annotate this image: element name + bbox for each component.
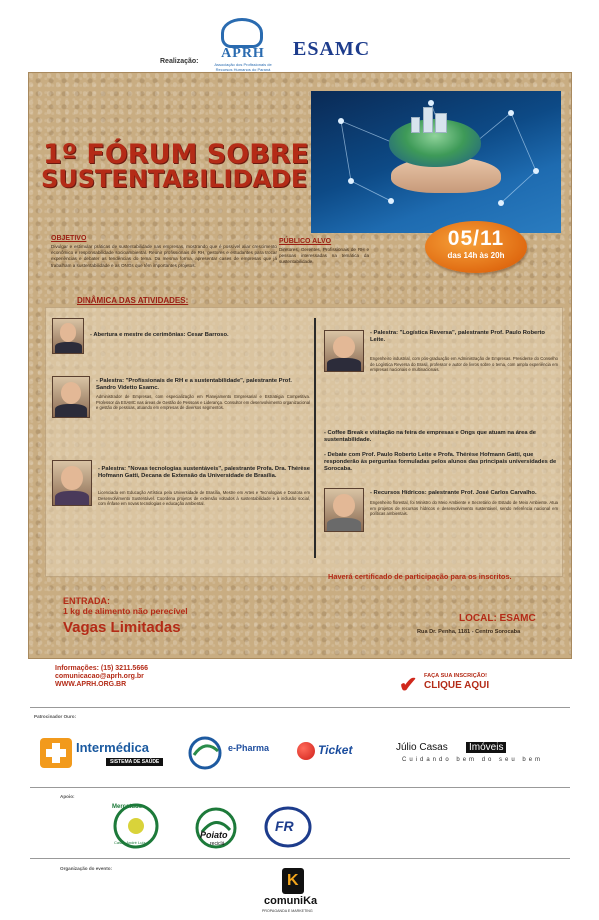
patrocinador-label: Patrocinador Ouro: [34, 714, 77, 719]
divider [30, 787, 570, 788]
contact-site-link[interactable]: WWW.APRH.ORG.BR [55, 681, 127, 688]
mercatudo-subtitle: Casas André Luiz [114, 840, 146, 845]
speaker-bio-sandro: Administrador de Empresas, com especialização em Planejamento Empresarial e Estratégia Competitiva. Professor da ESAMC nas áreas de Gestão de Pessoas e Liderança. Consultor em desenvolvimento organizacional e gestão de pessoas, atuando em empresas de diversos segmentos. [96, 394, 310, 411]
schedule-item-recursos-hidricos: - Recursos Hídricos: palestrante Prof. José Carlos Carvalho. [370, 490, 537, 496]
objetivo-text: Divulgar e estimular práticas de sustentabilidade nas empresas, mostrando que é possível aliar crescimento econômico e responsabilidade socioambiental. Reunir profissionais de RH, gestores e estudantes para trocar experiências e debater as tendências do tema. Da mesma forma, apresentar cases de empresas que já trabalham a sustentabilidade e as ONGs que têm importantes projetos. [51, 244, 277, 268]
ticket-ball-icon [297, 742, 315, 760]
organizacao-label: Organização do evento: [60, 866, 113, 871]
contact-phone: Informações: (15) 3211.5666 [55, 665, 148, 672]
entrada-alimento: 1 kg de alimento não perecível [63, 606, 188, 616]
building-icon [435, 113, 447, 133]
mercatudo-name: Mercatudo [112, 804, 143, 810]
intermedica-name: Intermédica [76, 740, 149, 755]
speaker-photo-paulo [324, 330, 364, 372]
aprh-logo[interactable] [207, 18, 279, 72]
inscricao-prompt: FAÇA SUA INSCRIÇÃO! [424, 673, 487, 679]
realizacao-label: Realização: [160, 58, 199, 65]
julio-casas-name: Júlio Casas [396, 742, 448, 753]
schedule-divider [314, 318, 316, 558]
publico-alvo-heading: PÚBLICO ALVO [279, 238, 332, 245]
speaker-photo-sandro [52, 376, 90, 418]
event-poster [28, 72, 572, 659]
epharma-name: e-Pharma [228, 743, 270, 753]
publico-alvo-text: Diretores, Gerentes, Profissionais de RH e pessoas interessadas na temática da sustentabilidade. [279, 247, 369, 265]
fr-logo[interactable] [264, 806, 314, 850]
entrada-label: ENTRADA: [63, 596, 110, 606]
speaker-bio-jose-carlos: Engenheiro florestal, foi Ministro do Meio Ambiente e Secretário de Estado de Meio Ambiente. Atua em projetos de recursos hídricos e desenvolvimento sustentável, sendo referência nacional em políticas ambientais. [370, 500, 558, 517]
comunika-logo[interactable] [258, 868, 338, 916]
event-date: 05/11 [447, 227, 505, 250]
certificado-notice: Haverá certificado de participação para os inscritos. [328, 572, 512, 581]
comunika-k-letter: K [287, 872, 299, 889]
aprh-logo-subtitle: Associação dos Profissionais de Recursos Humanos do Paraná [214, 62, 272, 72]
speaker-photo-therese [52, 460, 92, 506]
intermedica-cross-icon [40, 738, 72, 768]
event-address: Rua Dr. Penha, 1181 - Centro Sorocaba [417, 629, 521, 635]
mercatudo-logo[interactable] [108, 802, 168, 852]
header [0, 0, 599, 74]
speaker-photo-jose-carlos [324, 488, 364, 532]
apoio-label: Apoio: [60, 794, 75, 799]
epharma-swirl-icon [188, 735, 222, 771]
sustainability-globe-image [311, 91, 561, 233]
poiato-subtitle: reciclá [210, 841, 225, 847]
contact-info [55, 665, 148, 689]
building-icon [411, 117, 420, 133]
poiato-name: Poiato [200, 830, 228, 840]
schedule-item-abertura: - Abertura e mestre de cerimônias: Cesar Barroso. [90, 332, 229, 338]
schedule-item-novas-tecnologias: - Palestra: "Novas tecnologias sustentáveis", palestrante Profa. Dra. Thérèse Hofmann Gatti, Decana de Extensão da Universidade de Brasília. [98, 466, 311, 479]
aprh-logo-ring-icon [221, 18, 263, 48]
event-title-line-2: SUSTENTABILIDADE [41, 165, 308, 193]
schedule-item-debate: - Debate com Prof. Paulo Roberto Leite e Profa. Thérèse Hofmann Gatti, que responderão às perguntas formuladas pelos alunos das principais universidades de Sorocaba. [324, 452, 557, 472]
julio-casas-imoveis-logo[interactable] [396, 742, 556, 770]
comunika-subtitle: PROPAGANDA E MARKETING [262, 909, 313, 913]
clique-aqui-link[interactable]: CLIQUE AQUI [424, 680, 490, 691]
event-time: das 14h às 20h [447, 251, 505, 260]
event-date-badge [425, 221, 527, 273]
schedule-item-logistica-reversa: - Palestra: "Logística Reversa", palestrante Prof. Paulo Roberto Leite. [370, 330, 545, 343]
speaker-bio-therese: Licenciada em Educação Artística pela Universidade de Brasília, Mestre em Artes e Tecnologias e Doutora em Desenvolvimento Sustentável. Coordena projetos de extensão voltados à sustentabilidade e à inclusão social, com ênfase em novas tecnologias e educação ambiental. [98, 490, 310, 507]
divider [30, 707, 570, 708]
speaker-photo-cesar [52, 318, 84, 354]
comunika-name: comuniKa [264, 895, 318, 907]
intermedica-logo[interactable] [40, 736, 190, 770]
event-title-line-1: 1º FÓRUM SOBRE [43, 139, 310, 170]
event-location: LOCAL: ESAMC [459, 613, 536, 624]
ticket-name: Ticket [318, 743, 353, 757]
objetivo-heading: OBJETIVO [51, 235, 87, 242]
fr-name: FR [275, 818, 294, 834]
schedule-item-palestra-rh: - Palestra: "Profissionais de RH e a sustentabilidade", palestrante Prof. Sandro Videtto Esamc. [96, 378, 292, 391]
ticket-logo[interactable] [297, 740, 387, 764]
julio-casas-imoveis: Imóveis [466, 742, 506, 753]
schedule-item-coffee-break: - Coffee Break e visitação na feira de empresas e Ongs que atuam na área de sustentabilidade. [324, 430, 536, 443]
julio-casas-tagline: Cuidando bem do seu bem [402, 757, 544, 763]
poiato-logo[interactable] [186, 806, 248, 852]
contact-email-link[interactable]: comunicacao@aprh.org.br [55, 673, 144, 680]
checkmark-icon: ✔ [399, 672, 418, 697]
vagas-limitadas: Vagas Limitadas [63, 619, 181, 636]
schedule-panel [45, 307, 563, 581]
dinamica-heading: DINÂMICA DAS ATIVIDADES: [77, 296, 189, 305]
speaker-bio-paulo: Engenheiro industrial, com pós-graduação em Administração de Empresas. Presidente do Conselho de Logística Reversa do Brasil, professor e autor de livros sobre o tema, com ampla experiência em empresas nacionais e multinacionais. [370, 356, 558, 373]
intermedica-subtitle: SISTEMA DE SAÚDE [106, 758, 163, 766]
aprh-logo-text: APRH [221, 46, 265, 61]
epharma-logo[interactable] [188, 733, 283, 773]
building-icon [423, 107, 433, 133]
esamc-logo[interactable]: ESAMC [293, 38, 371, 60]
divider [30, 858, 570, 859]
